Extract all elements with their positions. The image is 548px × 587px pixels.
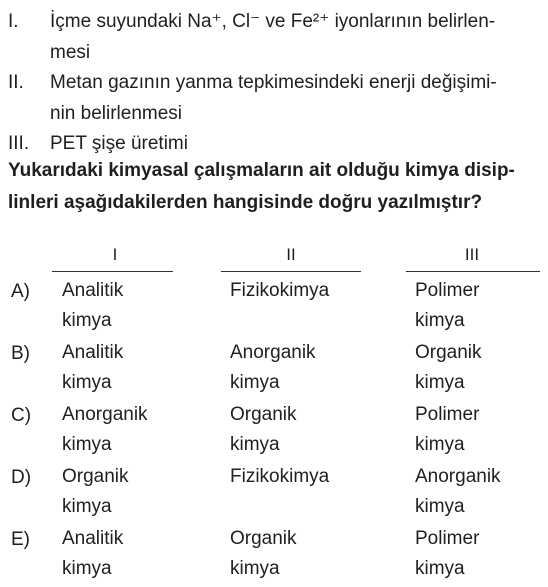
- statement-3-line-1: PET şişe üretimi: [50, 133, 188, 154]
- option-b-col-2: Anorganik kimya: [230, 342, 316, 393]
- column-header-3: III: [464, 245, 480, 264]
- option-c-col-3: Polimer kimya: [415, 404, 480, 455]
- option-d-letter: D): [11, 467, 32, 488]
- option-d-col-2: Fizikokimya: [230, 466, 330, 487]
- option-e-col-2: Organik kimya: [230, 528, 297, 579]
- column-rule-3: [406, 271, 540, 272]
- statement-2-line-1: Metan gazının yanma tepkimesindeki enerji değişimi-: [50, 72, 497, 93]
- question-stem: [8, 155, 548, 219]
- column-rule-1: [52, 271, 173, 272]
- option-a-letter: A): [11, 281, 30, 302]
- option-e-col-3: Polimer kimya: [415, 528, 480, 579]
- question-line-2: linleri aşağıdakilerden hangisinde doğru yazılmıştır?: [8, 192, 483, 213]
- statement-1-line-1: İçme suyundaki Na⁺, Cl⁻ ve Fe²⁺ iyonlarının belirlen-: [50, 11, 496, 32]
- statement-3-number: III.: [8, 133, 30, 154]
- column-rule-2: [221, 271, 361, 272]
- option-d-col-1: Organik kimya: [62, 466, 129, 517]
- column-header-2: II: [286, 245, 296, 264]
- question-line-1: Yukarıdaki kimyasal çalışmaların ait olduğu kimya disip-: [8, 160, 515, 181]
- option-e-letter: E): [11, 529, 30, 550]
- option-b-col-3: Organik kimya: [415, 342, 482, 393]
- option-b-col-1: Analitik kimya: [62, 342, 124, 393]
- option-a-col-3: Polimer kimya: [415, 280, 480, 331]
- option-c-letter: C): [11, 405, 32, 426]
- option-d-col-3: Anorganik kimya: [415, 466, 501, 517]
- option-a-col-1: Analitik kimya: [62, 280, 124, 331]
- option-b-letter: B): [11, 343, 30, 364]
- statement-1-line-2: mesi: [50, 42, 91, 63]
- column-header-1: I: [112, 245, 118, 264]
- option-e-col-1: Analitik kimya: [62, 528, 124, 579]
- statement-1-number: I.: [8, 11, 19, 32]
- option-c-col-2: Organik kimya: [230, 404, 297, 455]
- statement-2-line-2: nin belirlenmesi: [50, 103, 183, 124]
- option-a-col-2: Fizikokimya: [230, 280, 330, 301]
- statement-2-number: II.: [8, 72, 24, 93]
- option-c-col-1: Anorganik kimya: [62, 404, 148, 455]
